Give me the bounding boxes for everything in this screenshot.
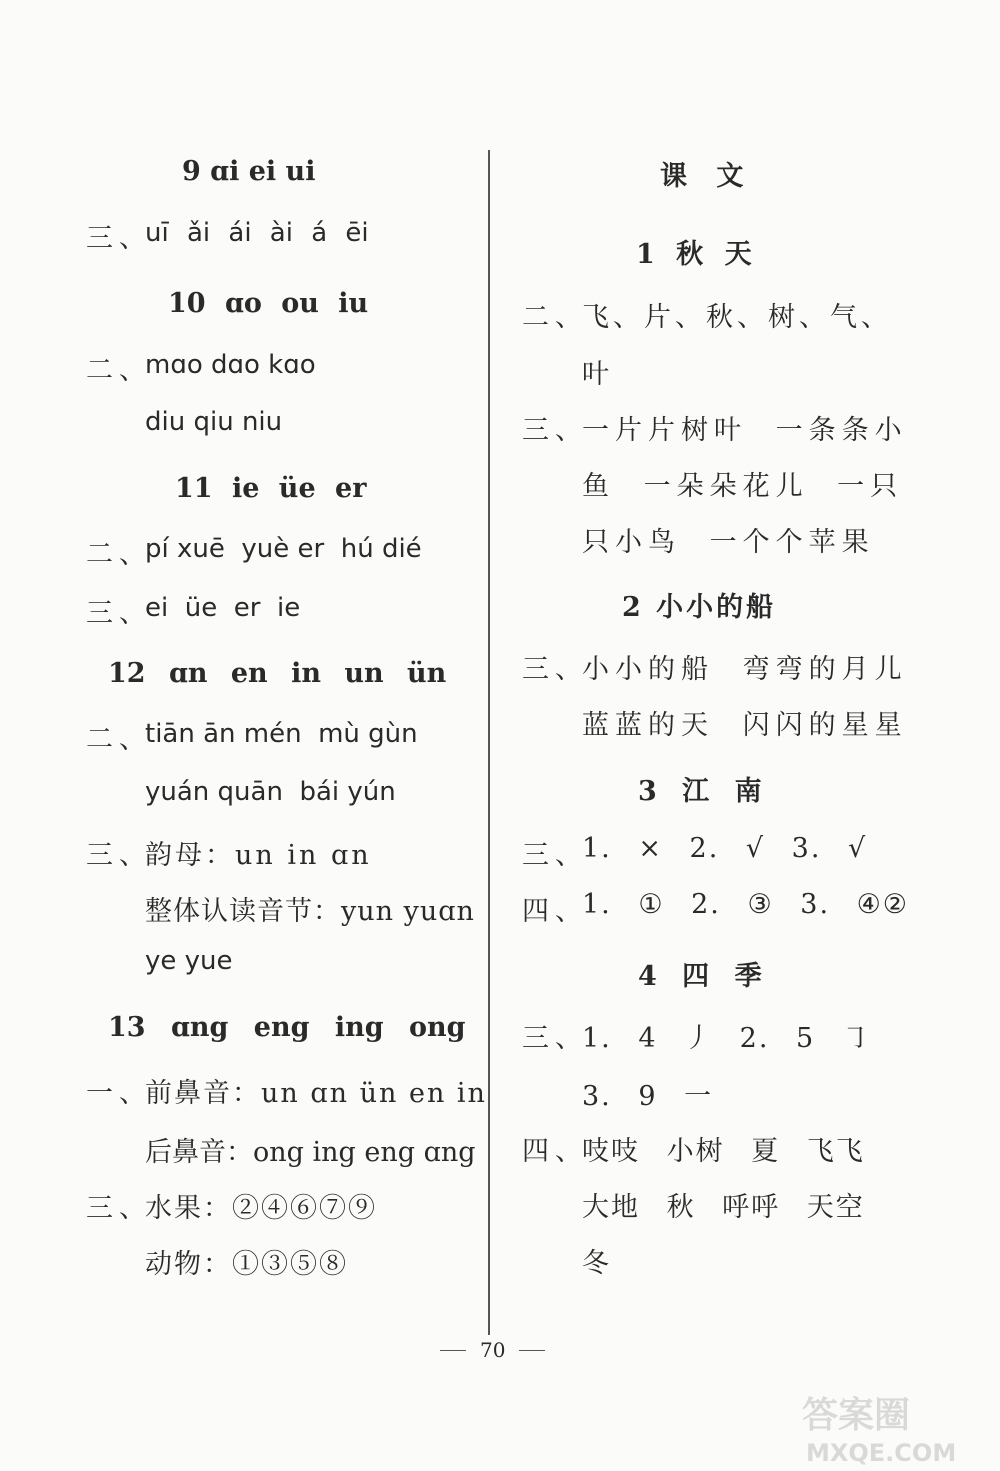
- answer-line: 后鼻音：ong ing eng ɑng: [145, 1137, 476, 1168]
- footer-dash-left: [440, 1350, 466, 1351]
- answer-line: 3. 9 一: [582, 1081, 714, 1112]
- page-footer: [440, 1338, 545, 1362]
- item-label: 四、: [522, 896, 588, 927]
- answer-line: 整体认读音节：yun yuɑn: [145, 896, 475, 927]
- item-label: 三、: [86, 598, 152, 629]
- answer-line: diu qiu niu: [145, 407, 283, 437]
- heading-lesson-2: 2 小小的船: [622, 592, 777, 623]
- answer-line: mɑo dɑo kɑo: [145, 350, 316, 380]
- heading-lesson-11: 11 ie üe er: [175, 473, 367, 504]
- answer-line: 韵母：un in ɑn: [145, 840, 372, 871]
- answer-line: ei üe er ie: [145, 593, 301, 623]
- answer-line: 一片片树叶 一条条小: [582, 415, 908, 446]
- heading-lesson-13: 13 ɑng eng ing ong: [108, 1012, 466, 1043]
- heading-lesson-3: 3 江 南: [638, 776, 770, 807]
- heading-lesson-4: 4 四 季: [638, 961, 770, 992]
- heading-lesson-1: 1 秋 天: [636, 239, 758, 270]
- item-label: 三、: [522, 1023, 588, 1054]
- heading-lesson-10: 10 ɑo ou iu: [168, 288, 369, 319]
- answer-line: pí xuē yuè er hú dié: [145, 534, 422, 564]
- heading-lesson-12: 12 ɑn en in un ün: [108, 658, 447, 689]
- item-label: 三、: [86, 1193, 152, 1224]
- answer-line: 1. × 2. √ 3. √: [582, 833, 868, 864]
- column-divider: [488, 150, 490, 1335]
- svg-text:MXQE.COM: MXQE.COM: [806, 1439, 957, 1467]
- page-number: 70: [480, 1338, 506, 1362]
- item-label: 二、: [86, 355, 152, 386]
- answer-line: uī ǎi ái ài á ēi: [145, 218, 369, 248]
- svg-text:答案圈: 答案圈: [802, 1395, 911, 1436]
- heading-lesson-9: 9 ɑi ei ui: [182, 156, 316, 187]
- footer-dash-right: [519, 1350, 545, 1351]
- answer-line: yuán quān bái yún: [145, 777, 396, 807]
- item-label: 三、: [86, 223, 152, 254]
- item-label: 三、: [522, 840, 588, 871]
- answer-line: 前鼻音：un ɑn ün en in: [145, 1078, 487, 1109]
- section-title: 课 文: [660, 161, 754, 192]
- answer-line: 1. ① 2. ③ 3. ④②: [582, 889, 910, 920]
- answer-line: 吱吱 小树 夏 飞飞: [582, 1136, 865, 1167]
- answer-line: 蓝蓝的天 闪闪的星星: [582, 710, 908, 741]
- answer-line: 飞、片、秋、树、气、: [582, 302, 892, 333]
- answer-line: 叶: [582, 359, 615, 390]
- item-label: 三、: [522, 654, 588, 685]
- answer-line: 动物：①③⑤⑧: [145, 1249, 348, 1280]
- item-label: 三、: [522, 415, 588, 446]
- item-label: 二、: [522, 302, 588, 333]
- answer-line: 1. 4 丿 2. 5 ㇆: [582, 1023, 871, 1054]
- answer-line: 只小鸟 一个个苹果: [582, 527, 875, 558]
- watermark-logo: [792, 1385, 982, 1467]
- item-label: 四、: [522, 1136, 588, 1167]
- answer-line: 大地 秋 呼呼 天空: [582, 1192, 865, 1223]
- answer-line: 冬: [582, 1248, 615, 1279]
- answer-line: 小小的船 弯弯的月儿: [582, 654, 908, 685]
- item-label: 三、: [86, 840, 152, 871]
- answer-line: 水果：②④⑥⑦⑨: [145, 1193, 377, 1224]
- item-label: 一、: [86, 1078, 152, 1109]
- item-label: 二、: [86, 724, 152, 755]
- item-label: 二、: [86, 539, 152, 570]
- answer-line: ye yue: [145, 946, 233, 976]
- answer-line: 鱼 一朵朵花儿 一只: [582, 471, 904, 502]
- answer-line: tiān ān mén mù gùn: [145, 719, 418, 749]
